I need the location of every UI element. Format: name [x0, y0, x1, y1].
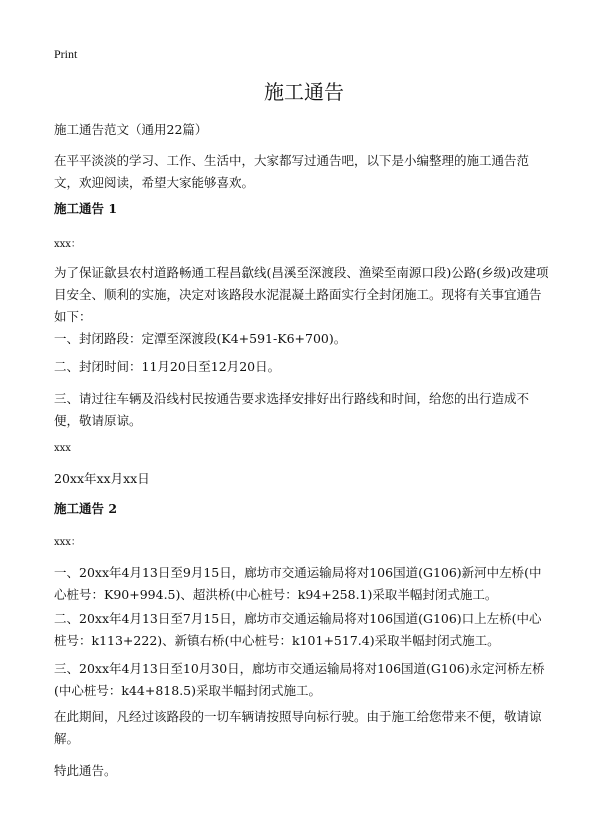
notice-2-heading: 施工通告 2 [54, 501, 118, 516]
page-title: 施工通告 [264, 80, 344, 104]
notice-1-body: 为了保证歙县农村道路畅通工程昌歙线(昌溪至深渡段、渔梁至南源口段)公路(乡级)改建项目安全、顺利的实施，决定对该路段水泥混凝土路面实行全封闭施工。现将有关事宜通告如下： [54, 265, 549, 324]
notice-2-closing: 在此期间，凡经过该路段的一切车辆请按照导向标行驶。由于施工给您带来不便，敬请谅解。 [54, 709, 542, 746]
notice-1-date: 20xx年xx月xx日 [54, 471, 150, 486]
notice-1-salutation: xxx： [54, 239, 81, 250]
notice-2-item-1: 一、20xx年4月13日至9月15日，廊坊市交通运输局将对106国道(G106)新河中左桥(中心桩号：K90+994.5)、超洪桥(中心桩号：k94+258.1)采取半幅封闭式施工。 [54, 565, 542, 602]
notice-2-item-2: 二、20xx年4月13日至7月15日，廊坊市交通运输局将对106国道(G106)口上左桥(中心桩号：k113+222)、新镇右桥(中心桩号：k101+517.4)采取半幅封闭式施工。 [54, 611, 542, 648]
print-link[interactable]: Print [54, 47, 78, 61]
notice-1-item-1: 一、封闭路段：定潭至深渡段(K4+591-K6+700)。 [54, 331, 347, 346]
notice-1-signature: xxx [54, 443, 71, 454]
notice-1-item-2: 二、封闭时间：11月20日至12月20日。 [54, 359, 281, 374]
notice-1-item-3: 三、请过往车辆及沿线村民按通告要求选择安排好出行路线和时间，给您的出行造成不便，敬请原谅。 [54, 391, 530, 428]
notice-2-item-3: 三、20xx年4月13日至10月30日，廊坊市交通运输局将对106国道(G106)永定河桥左桥(中心桩号：k44+818.5)采取半幅封闭式施工。 [54, 661, 545, 698]
document-subtitle: 施工通告范文（通用22篇） [54, 122, 208, 137]
notice-2-end: 特此通告。 [54, 763, 117, 778]
intro-paragraph: 在平平淡淡的学习、工作、生活中，大家都写过通告吧，以下是小编整理的施工通告范文，欢迎阅读，希望大家能够喜欢。 [54, 153, 530, 190]
notice-1-heading: 施工通告 1 [54, 201, 118, 216]
notice-2-salutation: xxx： [54, 537, 81, 548]
